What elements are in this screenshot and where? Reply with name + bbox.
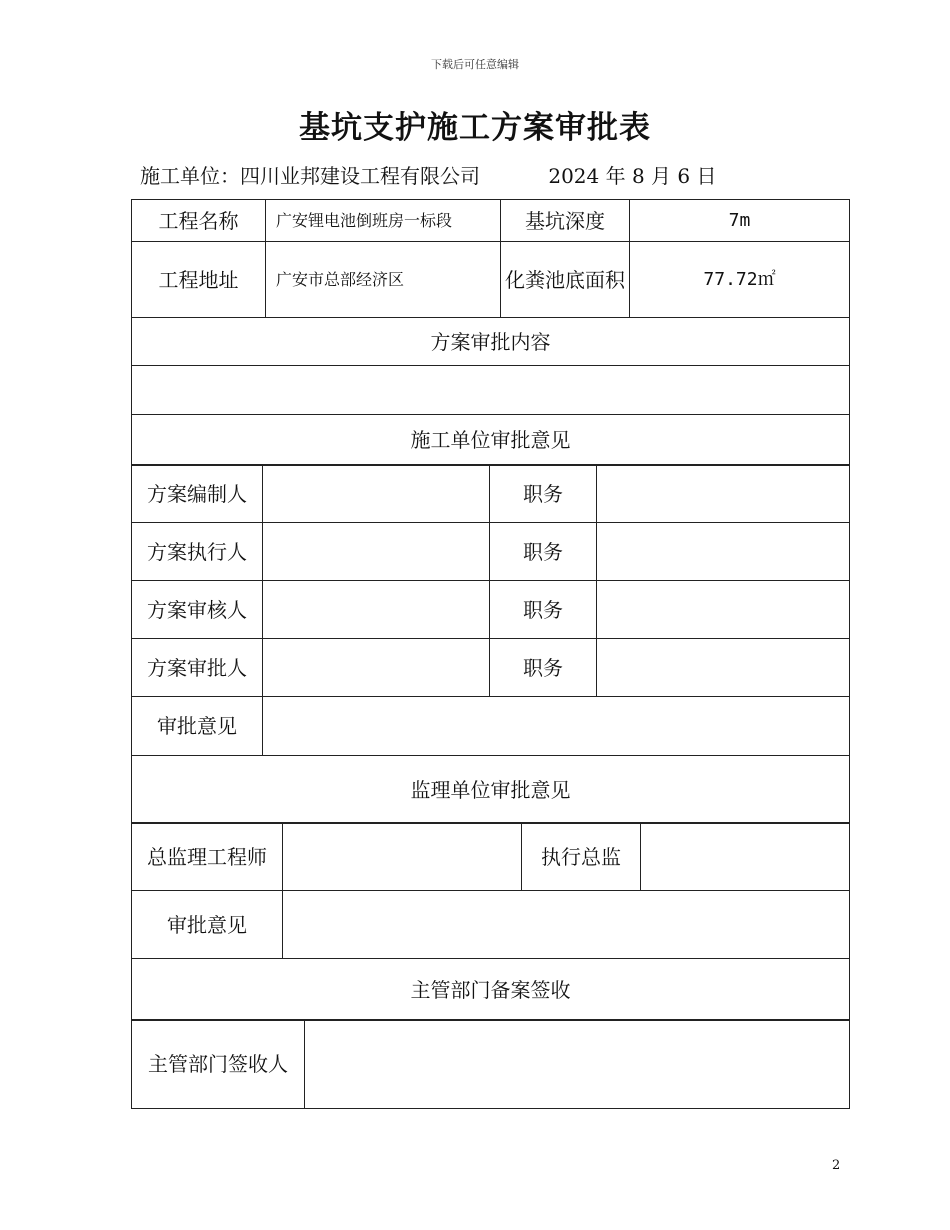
supervision-opinion-field[interactable] bbox=[283, 891, 850, 959]
table-row bbox=[132, 639, 850, 697]
page-title: 基坑支护施工方案审批表 bbox=[299, 110, 651, 146]
opinion-field[interactable] bbox=[263, 697, 850, 756]
form-block-opinion bbox=[131, 696, 849, 824]
approval-content-field[interactable] bbox=[132, 366, 850, 415]
department-signer-field[interactable] bbox=[305, 1020, 850, 1109]
table-row bbox=[132, 756, 850, 824]
role-name-field[interactable] bbox=[263, 581, 490, 639]
executive-director-label: 执行总监 bbox=[522, 823, 641, 891]
duty-label: 职务 bbox=[490, 523, 597, 581]
table-row bbox=[132, 415, 850, 466]
table-row bbox=[132, 465, 850, 523]
role-label: 方案审核人 bbox=[132, 581, 263, 639]
table-row bbox=[132, 318, 850, 366]
chief-supervisor-field[interactable] bbox=[283, 823, 522, 891]
role-name-field[interactable] bbox=[263, 523, 490, 581]
pit-depth-label: 基坑深度 bbox=[501, 200, 630, 242]
section-approval-content: 方案审批内容 bbox=[132, 318, 850, 366]
table-row bbox=[132, 823, 850, 891]
chief-supervisor-label: 总监理工程师 bbox=[132, 823, 283, 891]
table-row bbox=[132, 366, 850, 415]
duty-field[interactable] bbox=[597, 523, 850, 581]
table-row bbox=[132, 581, 850, 639]
form-date: 2024 年 8 月 6 日 bbox=[548, 164, 717, 188]
executive-director-field[interactable] bbox=[641, 823, 850, 891]
role-label: 方案审批人 bbox=[132, 639, 263, 697]
table-row bbox=[132, 523, 850, 581]
form-block-department bbox=[131, 1019, 849, 1109]
header-note: 下载后可任意编辑 bbox=[431, 58, 519, 71]
meta-line bbox=[140, 160, 840, 189]
project-address-value: 广安市总部经济区 bbox=[266, 242, 501, 318]
form-block-roles bbox=[131, 464, 849, 697]
pit-depth-value: 7m bbox=[630, 200, 850, 242]
duty-label: 职务 bbox=[490, 465, 597, 523]
section-construction-opinion: 施工单位审批意见 bbox=[132, 415, 850, 466]
duty-label: 职务 bbox=[490, 639, 597, 697]
duty-field[interactable] bbox=[597, 581, 850, 639]
project-address-label: 工程地址 bbox=[132, 242, 266, 318]
role-name-field[interactable] bbox=[263, 465, 490, 523]
supervision-opinion-label: 审批意见 bbox=[132, 891, 283, 959]
opinion-label: 审批意见 bbox=[132, 697, 263, 756]
tank-area-value: 77.72㎡ bbox=[630, 242, 850, 318]
role-name-field[interactable] bbox=[263, 639, 490, 697]
table-row bbox=[132, 242, 850, 318]
table-row bbox=[132, 697, 850, 756]
role-label: 方案执行人 bbox=[132, 523, 263, 581]
form-block-supervision bbox=[131, 822, 849, 1021]
table-row bbox=[132, 1020, 850, 1109]
tank-area-label: 化粪池底面积 bbox=[501, 242, 630, 318]
construction-unit: 施工单位：四川业邦建设工程有限公司 bbox=[140, 164, 480, 188]
table-row bbox=[132, 200, 850, 242]
page-number: 2 bbox=[832, 1158, 841, 1173]
project-name-label: 工程名称 bbox=[132, 200, 266, 242]
table-row bbox=[132, 959, 850, 1021]
department-signer-label: 主管部门签收人 bbox=[132, 1020, 305, 1109]
project-name-value: 广安锂电池倒班房一标段 bbox=[266, 200, 501, 242]
section-supervision-opinion: 监理单位审批意见 bbox=[132, 756, 850, 824]
section-department-filing: 主管部门备案签收 bbox=[132, 959, 850, 1021]
role-label: 方案编制人 bbox=[132, 465, 263, 523]
duty-field[interactable] bbox=[597, 639, 850, 697]
table-row bbox=[132, 891, 850, 959]
duty-field[interactable] bbox=[597, 465, 850, 523]
duty-label: 职务 bbox=[490, 581, 597, 639]
form-block-info bbox=[131, 199, 849, 466]
